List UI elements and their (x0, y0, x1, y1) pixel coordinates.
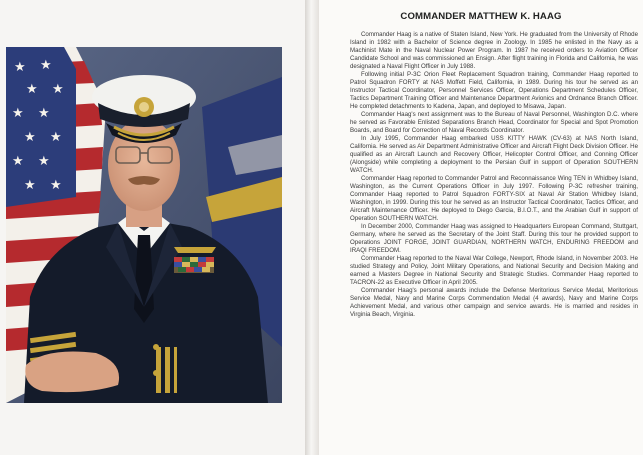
svg-text:★: ★ (50, 178, 62, 193)
book-spine (305, 0, 319, 455)
bio-paragraph: Commander Haag reported to the Naval War College, Newport, Rhode Island, in November 2003. He studied Strategy and Policy, Joint Military Operations, and National Security and Decision Making and earned a Masters Degree in National Security and Strategic Studies. Commander Haag reported to TACRON-22 as Executive Officer in April 2005. (350, 255, 638, 286)
bio-paragraph: In December 2000, Commander Haag was assigned to Headquarters European Command, Stuttgart, Germany, where he served as the Secretary of the Joint Staff. During this tour he provided support to Operations JOINT FORGE, JOINT GUARDIAN, NORTHERN WATCH, ENDURING FREEDOM and IRAQI FREEDOM. (350, 223, 638, 254)
bio-paragraph: Commander Haag's next assignment was to the Bureau of Naval Personnel, Washington D.C. where he served as Favorable Enlisted Separations Branch Head, Coordinator for Special and Spot Promotion Boards, and Board for Correction of Naval Records Coordinator. (350, 111, 638, 134)
portrait-illustration (6, 47, 282, 403)
bio-paragraph: Commander Haag reported to Commander Patrol and Reconnaissance Wing TEN in Whidbey Island, Washington, as the Current Operations Officer in July 1997. Following P-3C refresher training, Commander Haag reported to Patrol Squadron FORTY-SIX at Naval Air Station Whidbey Island, Washington, in 1999. During this tour he served as an Instructor Tactical Coordinator, Tactics Officer, and Aircraft Maintenance Officer. He deployed to Diego Garcia, B.I.O.T., and the Arabian Gulf in support of Operation SOUTHERN WATCH. (350, 175, 638, 222)
left-page (0, 0, 305, 455)
bio-paragraph: In July 1995, Commander Haag embarked USS KITTY HAWK (CV-63) at NAS North Island, California. He served as Air Department Administrative Officer and Aircraft Flight Deck Division Officer. He qualified as an Aircraft Launch and Recovery Officer, Helicopter Control Officer, and Conning Officer (Alongside) while completing a deployment to the Persian Gulf in support of Operation SOUTHERN WATCH. (350, 135, 638, 174)
right-page (319, 0, 643, 455)
svg-text:★: ★ (52, 82, 64, 97)
svg-text:★: ★ (14, 60, 26, 75)
svg-text:★: ★ (50, 130, 62, 145)
biography-text (350, 31, 638, 319)
svg-text:★: ★ (12, 154, 24, 169)
bio-paragraph: Following initial P-3C Orion Fleet Replacement Squadron training, Commander Haag reported to Patrol Squadron FORTY at NAS Moffett Field, California, in 1989. During his tour he served as an Instructor Tactical Coordinator, Personnel Services Officer, Operations Department Schedules Officer, Tactics Department Training Officer and Maintenance Department Avionics and Ordnance Branch Officer. He completed detachments to Kadena, Japan, and deployed to Misawa, Japan. (350, 71, 638, 110)
svg-text:★: ★ (38, 154, 50, 169)
svg-text:★: ★ (24, 178, 36, 193)
portrait-photo (6, 47, 282, 403)
bio-paragraph: Commander Haag's personal awards include the Defense Meritorious Service Medal, Meritorious Service Medal, Navy and Marine Corps Commendation Medal (4 awards), Navy and Marine Corps Achievement Medal, and various other campaign and service awards. He is married and resides in Virginia Beach, Virginia. (350, 287, 638, 318)
svg-text:★: ★ (12, 106, 24, 121)
bio-paragraph: Commander Haag is a native of Staten Island, New York. He graduated from the University of Rhode Island in 1982 with a Bachelor of Science degree in Zoology. In 1985 he enlisted in the Navy as a Machinist Mate in the Naval Nuclear Power Program. In 1987 he received orders to Aviation Officer Candidate School and was commissioned an Ensign. After flight training in Florida and California, he was designated a Naval Flight Officer in July 1988. (350, 31, 638, 70)
page-title: COMMANDER MATTHEW K. HAAG (400, 11, 562, 22)
hands (25, 352, 119, 393)
svg-text:★: ★ (26, 82, 38, 97)
svg-text:★: ★ (38, 106, 50, 121)
svg-text:★: ★ (24, 130, 36, 145)
svg-text:★: ★ (40, 58, 52, 73)
